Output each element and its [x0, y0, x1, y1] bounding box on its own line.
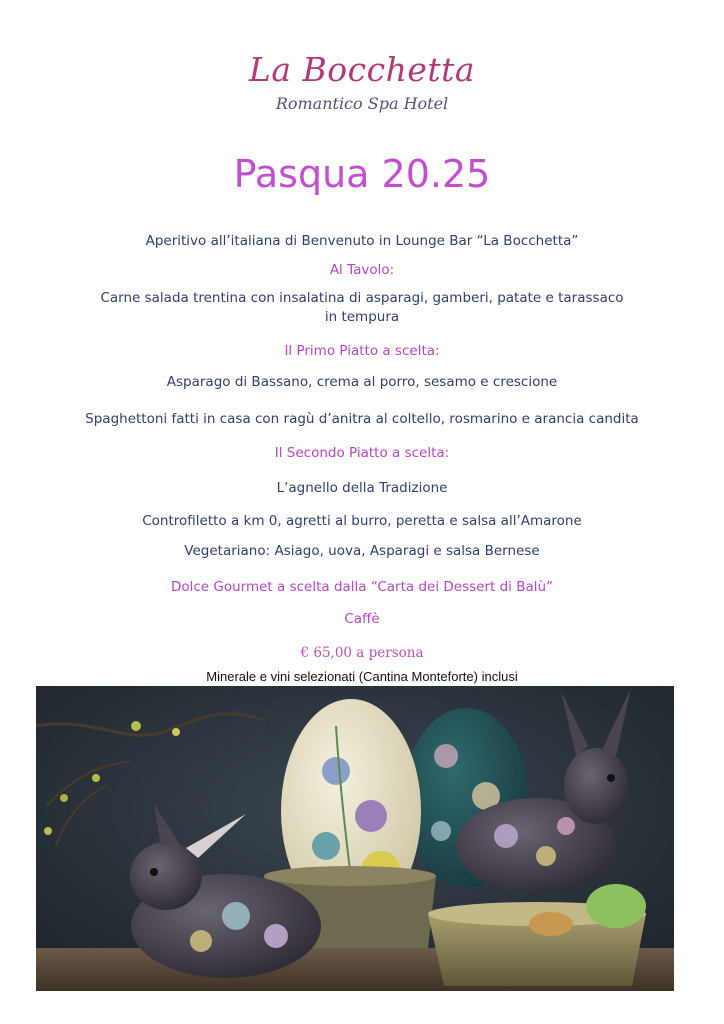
menu-secondo-1: L’agnello della Tradizione — [276, 480, 448, 496]
menu-secondo-2: Controfiletto a km 0, agretti al burro, peretta e salsa all’Amarone — [142, 513, 582, 529]
menu-drinks-note: Minerale e vini selezionati (Cantina Monteforte) inclusi — [206, 669, 518, 684]
brand-tagline: Romantico Spa Hotel — [275, 94, 449, 113]
easter-photo — [36, 686, 674, 991]
menu-aperitivo: Aperitivo all’italiana di Benvenuto in Lounge Bar “La Bocchetta” — [145, 233, 579, 249]
section-heading-secondo: Il Secondo Piatto a scelta: — [274, 445, 450, 461]
menu-al-tavolo-dish: Carne salada trentina con insalatina di asparagi, gamberi, patate e tarassaco in tempura — [100, 290, 624, 325]
menu-price: € 65,00 a persona — [300, 645, 424, 661]
page-title: Pasqua 20.25 — [233, 152, 491, 196]
menu-secondo-3: Vegetariano: Asiago, uova, Asparagi e salsa Bernese — [184, 543, 540, 559]
section-heading-al-tavolo: Al Tavolo: — [329, 262, 395, 278]
menu-primo-1: Asparago di Bassano, crema al porro, sesamo e crescione — [166, 374, 558, 390]
menu-caffe: Caffè — [344, 611, 380, 627]
menu-primo-2: Spaghettoni fatti in casa con ragù d’anitra al coltello, rosmarino e arancia candita — [85, 411, 639, 427]
brand-name: La Bocchetta — [248, 50, 476, 89]
menu-dolce: Dolce Gourmet a scelta dalla “Carta dei Dessert di Balù” — [170, 579, 554, 595]
section-heading-primo: Il Primo Piatto a scelta: — [284, 343, 440, 359]
